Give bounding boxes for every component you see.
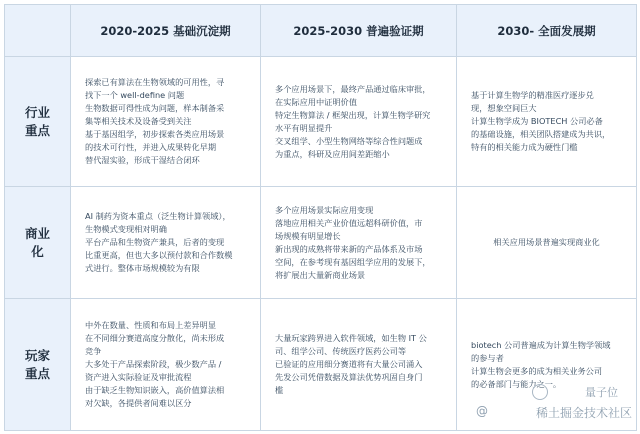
cell-line: 生物模式变现相对明确 [85,224,167,234]
column-header-2030: 2030- 全面发展期 [457,5,637,57]
cell-line: 比重更高，但也大多以预付款和合作数模 [85,250,233,260]
row-label-line: 商业 [24,225,50,241]
row-header-players [5,299,71,431]
cell-line: 计算生物会更多的成为相关业务公司 [471,365,603,376]
row-header-commercialization [5,187,71,299]
cell-line: 替代湿实验，形成干湿结合闭环 [85,155,200,165]
cell-line: 大多处于产品探索阶段，极少数产品 / [85,359,222,369]
cell-line: 特有的相关能力成为硬性门槛 [471,142,578,152]
cell-line: 基于基因组学，初步探索各类应用场景 [85,129,225,139]
table-row [5,299,637,431]
cell-line: 槛 [275,385,284,395]
row-label-line: 化 [31,243,44,259]
cell-line: 中外在数量、性质和布局上差异明显 [85,320,217,330]
table-cell [261,187,457,299]
row-label-line: 重点 [24,122,50,138]
watermark-at: @ [476,404,488,418]
table-cell [71,299,261,431]
cell-line: 平台产品和生物资产兼具，后者的变现 [85,237,225,247]
table-cell [71,57,261,187]
cell-line: 的技术可行性，并进入成果转化早期 [85,142,217,152]
header-row [5,5,637,57]
cell-line: 探索已有算法在生物领域的可用性，寻 [85,77,225,87]
cell-line: 生物数据可得性成为问题，样本制备采 [85,103,225,113]
table-row [5,187,637,299]
cell-line: 大量玩家跨界进入软件领域，如生物 IT 公 [275,333,427,343]
cell-line: 先发公司凭借数据及算法优势巩固自身门 [275,372,423,382]
cell-line: 竞争 [85,346,102,356]
cell-line: 现，想象空间巨大 [471,103,537,113]
cell-line: 对欠缺，各提供者间难以区分 [85,398,192,408]
cell-line: 集等相关技术及设备受到关注 [85,116,192,126]
cell-line: biotech 公司普遍成为计算生物学领域 [471,339,611,350]
column-header-2020: 2020-2025 基础沉淀期 [71,5,261,57]
table-cell [457,299,637,431]
cell-line: 多个应用场景下，最终产品通过临床审批， [275,83,431,94]
row-header-industry [5,57,71,187]
table-cell [261,57,457,187]
table-cell [71,187,261,299]
cell-line: 为重点，科研及应用间差距缩小 [275,148,390,159]
table-cell [261,299,457,431]
table-row [5,57,637,187]
table-cell [457,57,637,187]
cell-line: 空间，在参考现有基因组学应用的发展下， [275,256,431,267]
column-header-2025: 2025-2030 普遍验证期 [261,5,457,57]
watermark-brand: 量子位 [585,386,618,399]
cell-line: 落地应用相关产业价值远超科研价值，市 [275,217,423,228]
cell-line: 场规模有明显增长 [275,230,341,241]
cell-line: 由于缺乏生物知识嵌入，高价值算法相 [85,385,225,395]
cell-line: 相关应用场景普遍实现商业化 [493,237,600,247]
cell-line: 基于计算生物学的精准医疗逐步兑 [471,90,594,100]
cell-line: 多个应用场景实际应用变现 [275,204,374,215]
cell-line: 式进行。整体市场规模较为有限 [85,263,200,273]
cell-line: 已验证的应用细分赛道将有大量公司涌入 [275,359,423,369]
corner-cell [5,5,71,57]
cell-line: 司、组学公司、传统医疗医药公司等 [275,346,407,356]
cell-line: 新出现的成熟将带来新的产品体系及市场 [275,243,423,254]
cell-line: AI 制药为资本重点（泛生物计算领域）， [85,211,231,221]
row-label-line: 行业 [24,104,50,120]
comparison-table [4,4,637,431]
cell-line: 在实际应用中证明价值 [275,96,357,107]
cell-line: 特定生物算法 / 框架出现，计算生物学研究 [275,109,431,120]
cell-line: 找下一个 well-define 问题 [85,90,185,100]
cell-line: 在不同细分赛道高度分散化，尚未形成 [85,333,225,343]
cell-line: 水平有明显提升 [275,122,333,133]
cell-line: 的参与者 [471,352,504,363]
cell-line: 的基础设施，相关团队搭建成为共识， [471,129,611,139]
row-label-line: 重点 [24,365,50,381]
table-cell [457,187,637,299]
cell-line: 资产进入实际验证及审批流程 [85,372,192,382]
cell-line: 计算生物学成为 BIOTECH 公司必备 [471,116,603,126]
watermark-site: 稀土掘金技术社区 [535,406,632,420]
row-label-line: 玩家 [24,347,50,363]
cell-line: 交叉组学、小型生物网络等综合性问题成 [275,135,423,146]
cell-line: 的必备部门与能力之一。 [471,378,562,389]
cell-line: 将扩展出大量新商业场景 [275,269,366,280]
